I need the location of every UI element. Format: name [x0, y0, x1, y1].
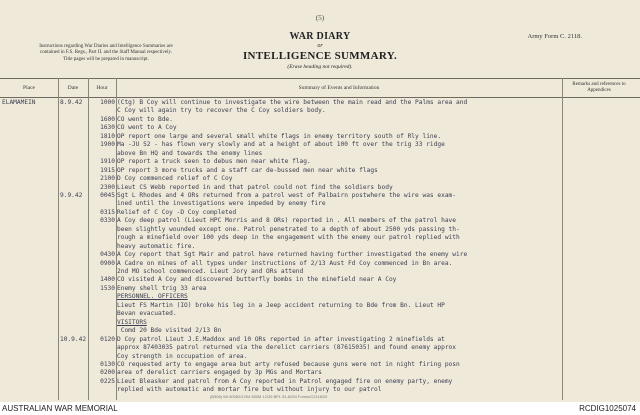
entry-place: ELAMAMEIN	[2, 99, 36, 106]
entry-time: 1915	[100, 166, 115, 174]
entry-text: C Coy will again try to recover the C Coy soldiers body.	[117, 107, 326, 115]
entry-text: Comd 20 Bde visited 2/13 Bn	[117, 327, 222, 335]
column-divider	[562, 78, 563, 400]
entry-text: above Bn HQ and towards the enemy lines	[117, 149, 263, 157]
entry-text: CO went to Bde.	[117, 115, 173, 123]
entry-text: Ma -JU 52 - has flown very slowly and at a height of about 100 ft over the trig 33 ridge	[117, 141, 445, 149]
entry-time: 0045	[100, 191, 115, 199]
entry-text: CO went to A Coy	[117, 124, 177, 132]
entry-time: 0130	[100, 360, 115, 368]
entry-time: 1910	[100, 158, 115, 166]
entry-text: OP report 3 more trucks and a staff car de-bussed men near white flags	[117, 166, 378, 174]
entry-text: A Coy deep patrol (Lieut HPC Morris and 8 ORs) reported in . All members of the patrol have	[117, 217, 456, 225]
entry-time: 1600	[100, 115, 115, 123]
entry-time: 0225	[100, 377, 115, 385]
entry-text: PERSONNEL. OFFICERS	[117, 293, 188, 301]
entry-text: area of derelict carriers engaged by 3p MGs and Mortars	[117, 369, 322, 377]
entry-text: heavy automatic fire.	[117, 242, 196, 250]
print-imprint: (B306) Wt.30052/1294 500M 12/39 BPL 51-6294 Forms/C2118/20	[210, 394, 328, 399]
entry-text: (Ctg) B Coy will continue to investigate the wire between the main read and the Palms area and	[117, 99, 468, 106]
entry-text: 2nd MO school commenced. Lieut Jory and ORs attend	[117, 268, 304, 275]
entry-text: D Coy patrol Lieut J.E.Maddox and 10 ORs reported in after investigating 2 minefields at	[117, 335, 445, 343]
title-or: or	[317, 43, 323, 49]
entry-date: 10.9.42	[60, 335, 87, 343]
entry-text: Sgt L Rhodes and 4 ORs returned from a patrol west of Palbairn postwhere the wire was exam-	[117, 191, 456, 199]
header-place: Place	[23, 85, 35, 91]
header-hour: Hour	[96, 85, 108, 91]
entry-text: been slightly wounded except one. Patrol penetrated to a depth of about 2500 yds passing th-	[117, 225, 460, 233]
footer-bar	[0, 402, 640, 415]
entry-date: 9.9.42	[60, 191, 83, 199]
entry-time: 1530	[100, 284, 115, 292]
entry-time: 0120	[100, 335, 115, 343]
entry-text: Lieut CS Webb reported in and that patrol could not find the soldiers body	[117, 183, 393, 191]
entry-text: replied with automatic and mortar fire but without injury to our patrol	[117, 386, 382, 394]
entry-time: 2100	[100, 175, 115, 183]
column-divider	[58, 78, 59, 400]
entry-time: 2300	[100, 183, 115, 191]
entry-time: 0330	[100, 217, 115, 225]
entry-text: A Coy report that Sgt Mair and patrol have returned having further investigated the enemy wire	[117, 251, 468, 259]
entry-text: D Coy commenced relief of C Coy	[117, 175, 233, 183]
header-remarks: Remarks and references to Appendices	[572, 82, 626, 93]
entry-time: 0430	[100, 251, 115, 259]
entry-time: 1400	[100, 276, 115, 284]
entry-text: approx 87403035 patrol returned via the derelict carriers (87615035) and found enemy approx	[117, 344, 456, 352]
table-header	[0, 78, 640, 98]
entry-text: Coy strength in occupation of area.	[117, 352, 248, 360]
entry-text: OP report one large and several small white flags in enemy territory south of Rly line.	[117, 132, 442, 140]
entry-text: Enemy shell trig 33 area	[117, 284, 207, 292]
entry-time: 1900	[100, 141, 115, 149]
page-title: WAR DIARY	[289, 31, 351, 42]
header-date: Date	[67, 85, 79, 91]
footer-source: AUSTRALIAN WAR MEMORIAL	[2, 404, 118, 413]
entry-text: Bevan evacuated.	[117, 310, 177, 318]
entry-text: Lieut Bleasker and patrol from A Coy reported in Patrol engaged fire on enemy party, enemy	[117, 377, 453, 385]
entry-text: Relief of C Coy -D Coy completed	[117, 208, 237, 216]
entry-text: A Cadre on mines of all types under instructions of 2/13 Aust Fd Coy commenced in Bn area.	[117, 259, 453, 267]
header-summary: Summary of Events and Information	[298, 85, 380, 91]
instructions-note: Instructions regarding War Diaries and Intelligence Summaries are contained in F.S. Regs., Part II. and the Staff Manual respectively. Title pages will be prepared in manuscript.	[39, 44, 173, 62]
entry-time: 1630	[100, 124, 115, 132]
entry-date: 8.9.42	[60, 99, 83, 106]
title-note: (Erase heading not required).	[287, 64, 353, 70]
entry-text: CO visited A Coy and discovered butterfly bombs in the minefield near A Coy	[117, 276, 397, 284]
entry-time: 0900	[100, 259, 115, 267]
page-subtitle: INTELLIGENCE SUMMARY.	[242, 50, 398, 62]
army-form-number: Army Form C. 2118.	[527, 33, 582, 40]
entry-time: 0315	[100, 208, 115, 216]
footer-record-id: RCDIG1025074	[579, 404, 636, 413]
entry-time: 0200	[100, 369, 115, 377]
entry-text: Lieut FS Martin (IO) broke his leg in a Jeep accident returning to Bde from Bn. Lieut HP	[117, 301, 445, 309]
entry-text: CO requested arty to engage area but arty refused because guns were not in night firing posn	[117, 360, 460, 368]
entry-text: VISITORS	[117, 318, 147, 326]
page-number: (5)	[315, 14, 325, 22]
entry-text: OP report a truck seen to debus men near white flag.	[117, 158, 311, 166]
entry-time: 1810	[100, 132, 115, 140]
entry-text: rough a minefield over 100 yds deep in the engagement with the enemy our patrol replied with	[117, 234, 460, 242]
entry-time: 1000	[100, 99, 115, 106]
entry-text: ined until the investigations were impeded by enemy fire	[117, 200, 326, 208]
